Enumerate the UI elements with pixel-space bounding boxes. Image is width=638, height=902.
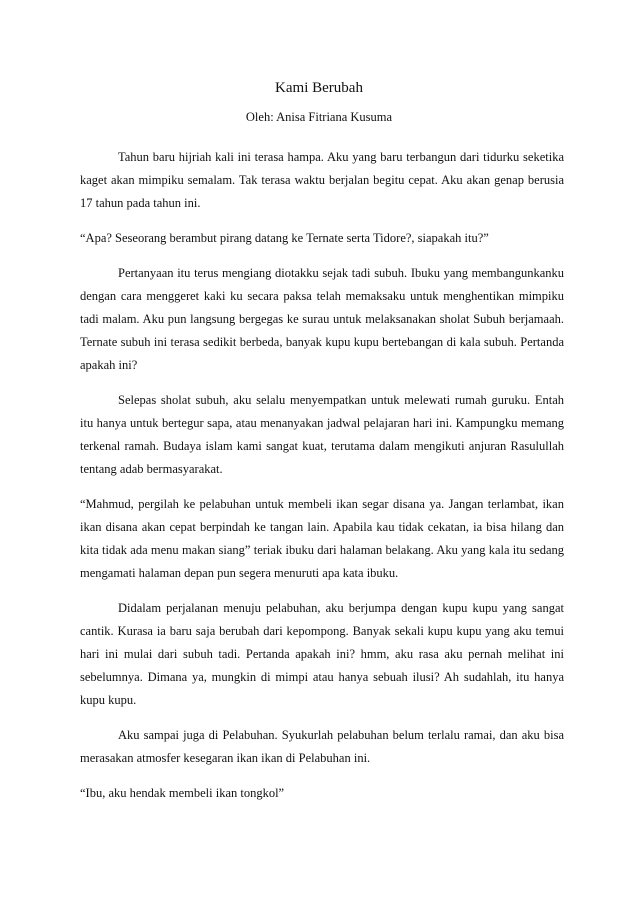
- document-body: [80, 146, 564, 817]
- document-author: Oleh: Anisa Fitriana Kusuma: [245, 110, 393, 124]
- paragraph-4: Selepas sholat subuh, aku selalu menyempatkan untuk melewati rumah guruku. Entah itu hanya untuk bertegur sapa, atau menanyakan jadwal pelajaran hari ini. Kampungku memang terkenal ramah. Budaya islam kami sangat kuat, terutama dalam mengikuti anjuran Rasulullah tentang adab bermasyarakat.: [80, 393, 564, 476]
- paragraph-5-dialogue: “Mahmud, pergilah ke pelabuhan untuk membeli ikan segar disana ya. Jangan terlambat, ikan ikan disana akan cepat berpindah ke tangan lain. Apabila kau tidak cekatan, ia bisa hilang dan kita tidak ada menu makan siang” teriak ibuku dari halaman belakang. Aku yang kala itu sedang mengamati halaman depan pun segera menuruti apa kata ibuku.: [80, 497, 564, 580]
- paragraph-6: Didalam perjalanan menuju pelabuhan, aku berjumpa dengan kupu kupu yang sangat cantik. Kurasa ia baru saja berubah dari kepompong. Banyak sekali kupu kupu yang aku temui hari ini mulai dari subuh tadi. Pertanda apakah ini? hmm, aku rasa aku pernah melihat ini sebelumnya. Dimana ya, mungkin di mimpi atau hanya sebuah ilusi? Ah sudahlah, itu hanya kupu kupu.: [80, 601, 564, 707]
- paragraph-7: Aku sampai juga di Pelabuhan. Syukurlah pelabuhan belum terlalu ramai, dan aku bisa merasakan atmosfer kesegaran ikan ikan di Pelabuhan ini.: [80, 728, 564, 765]
- paragraph-1: Tahun baru hijriah kali ini terasa hampa. Aku yang baru terbangun dari tidurku seketika kaget akan mimpiku semalam. Tak terasa waktu berjalan begitu cepat. Aku akan genap berusia 17 tahun pada tahun ini.: [80, 150, 564, 210]
- paragraph-3: Pertanyaan itu terus mengiang diotakku sejak tadi subuh. Ibuku yang membangunkanku dengan cara menggeret kaki ku secara paksa telah memaksaku untuk menghentikan mimpiku tadi malam. Aku pun langsung bergegas ke surau untuk melaksanakan sholat Subuh berjamaah. Ternate subuh ini terasa sedikit berbeda, banyak kupu kupu bertebangan di kala subuh. Pertanda apakah ini?: [80, 266, 564, 372]
- paragraph-8-dialogue: “Ibu, aku hendak membeli ikan tongkol”: [80, 786, 285, 800]
- document-title: Kami Berubah: [275, 80, 363, 96]
- paragraph-2-dialogue: “Apa? Seseorang berambut pirang datang ke Ternate serta Tidore?, siapakah itu?”: [80, 231, 489, 245]
